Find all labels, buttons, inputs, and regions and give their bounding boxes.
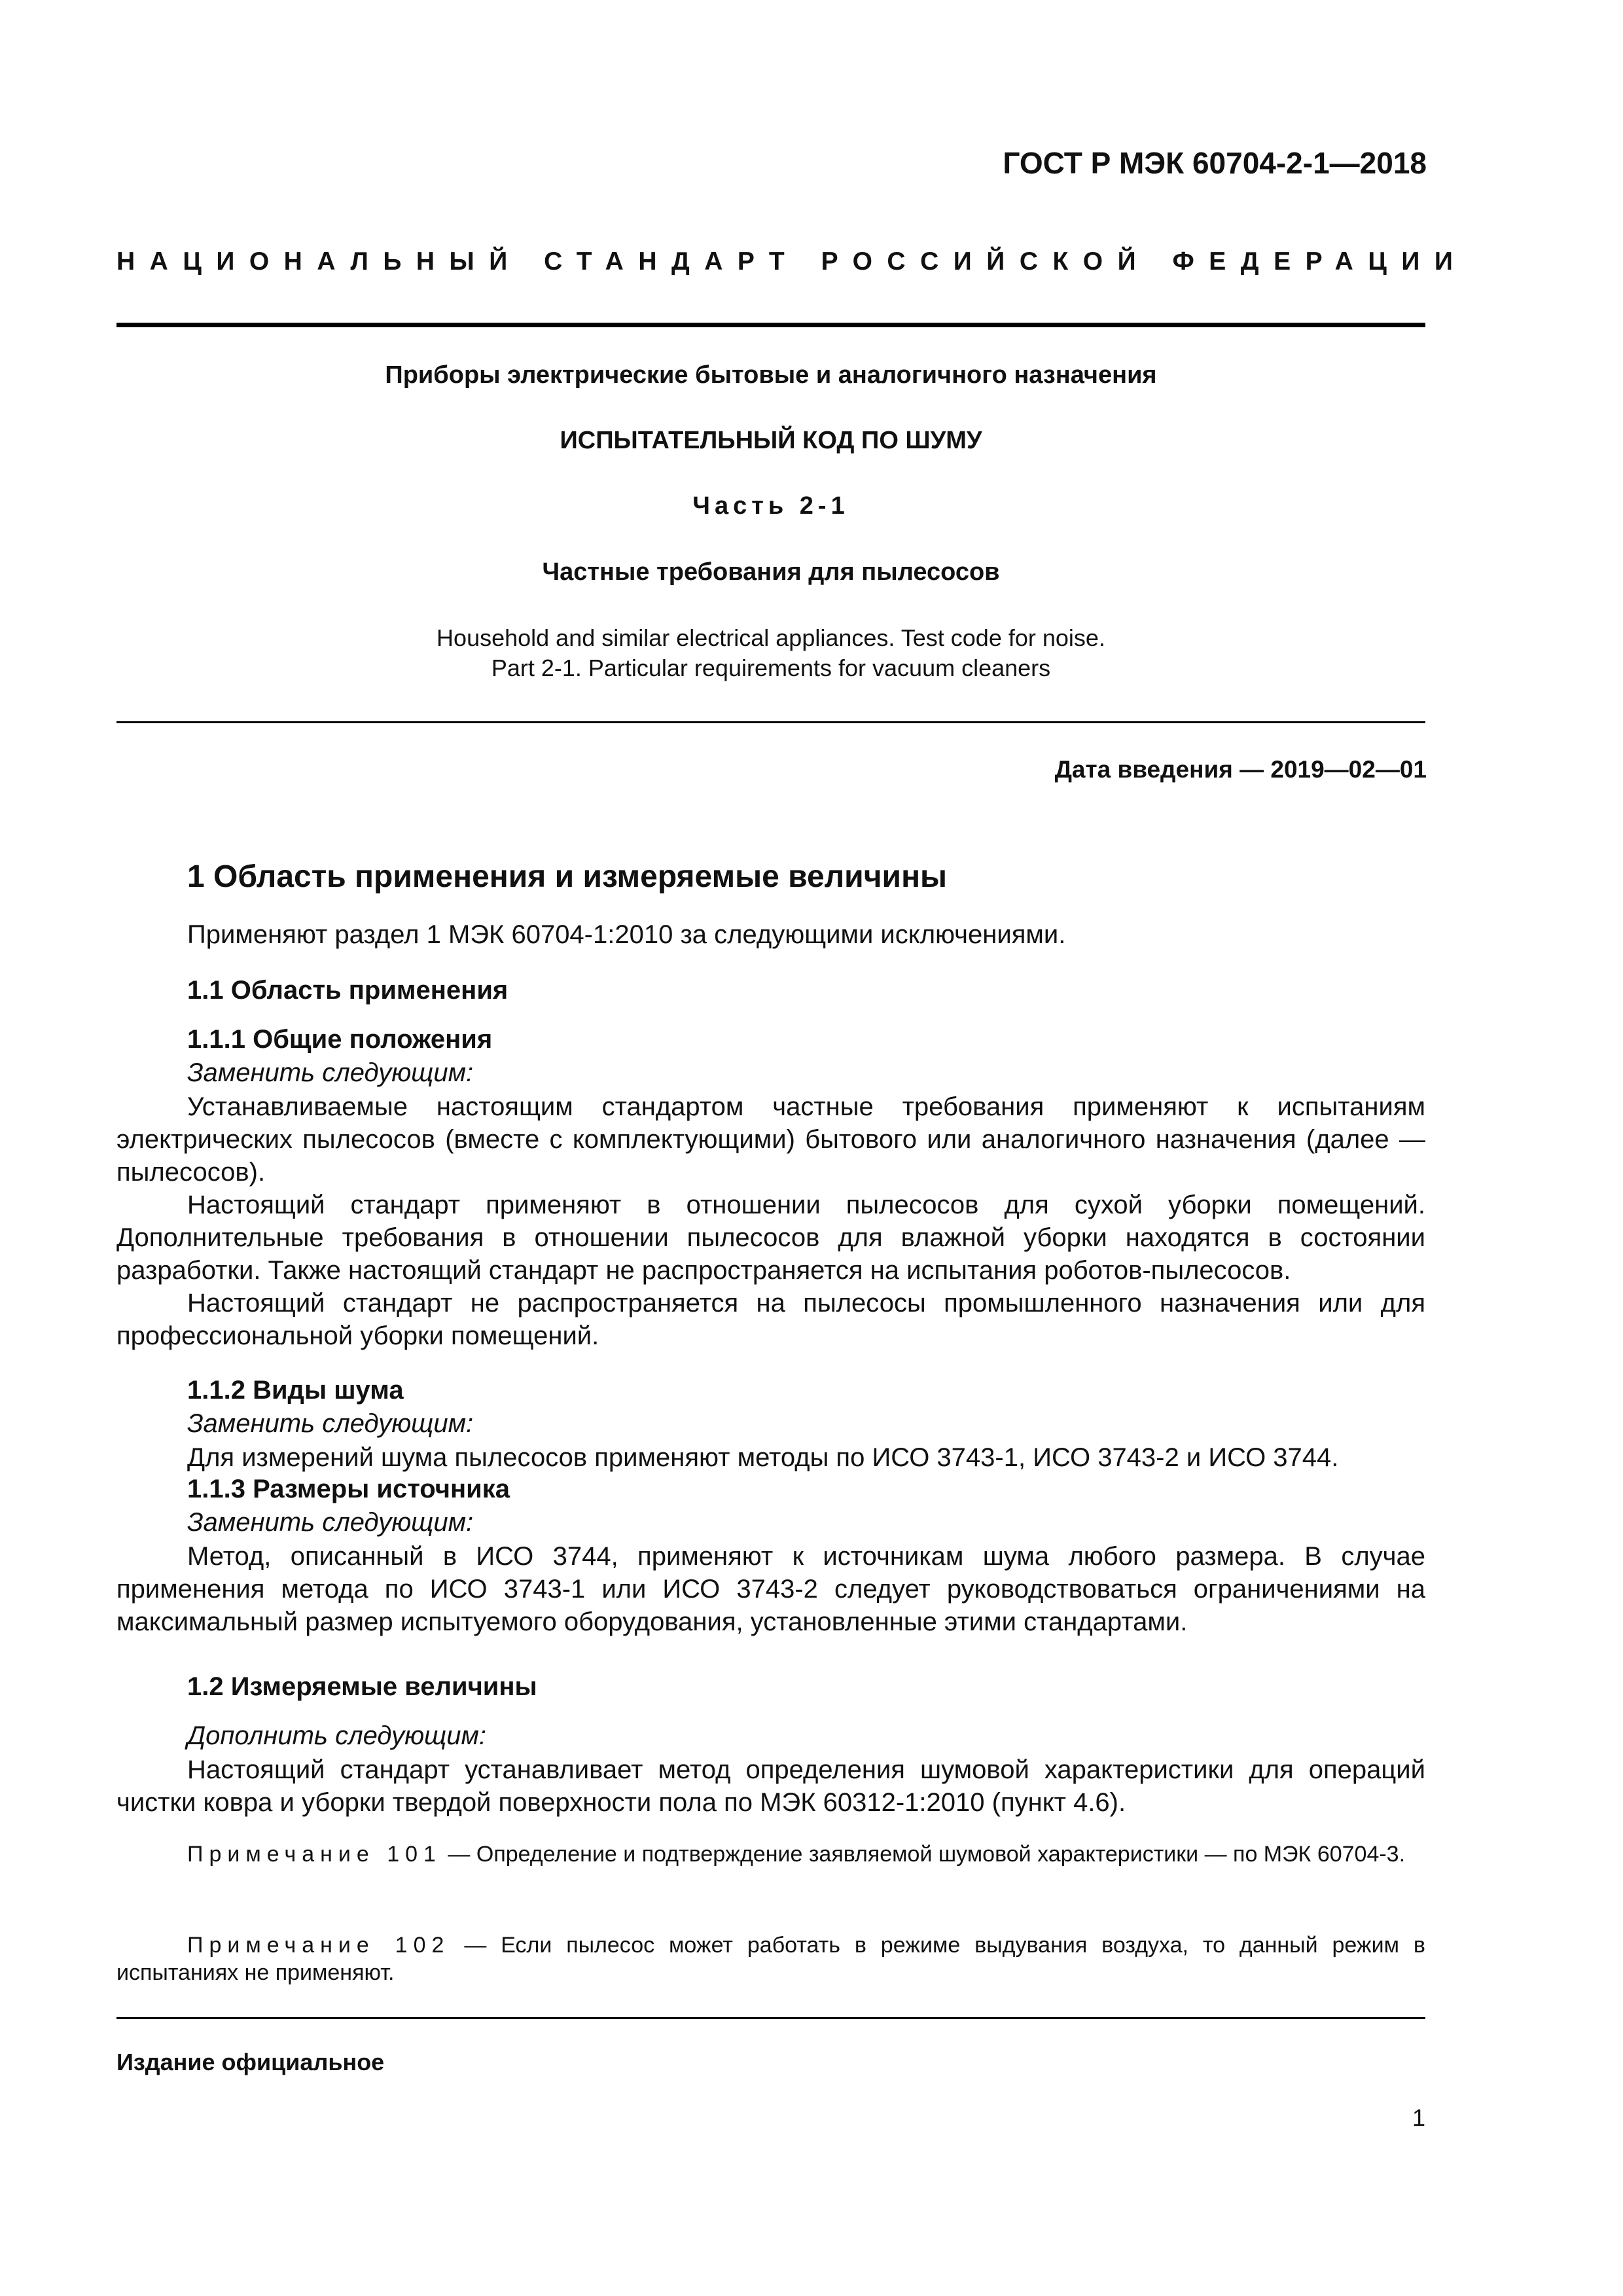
paragraph: Настоящий стандарт применяют в отношении пылесосов для сухой уборки помещений. Дополнительные требования в отношении пылесосов для влажной уборки находятся в состоянии разработки. Также настоящий стандарт не распространяется на испытания роботов-пылесосов. <box>116 1191 1425 1285</box>
section-1-2-heading: 1.2 Измеряемые величины <box>187 1672 537 1701</box>
english-title-1: Household and similar electrical appliances. Test code for noise. <box>437 624 1105 651</box>
title-divider <box>116 721 1425 723</box>
replace-instruction-1: Заменить следующим: <box>187 1058 474 1087</box>
note-label: Примечание 101 <box>187 1842 442 1867</box>
page-number: 1 <box>1412 2104 1425 2131</box>
note-text: — Если пылесос может работать в режиме выдувания воздуха, то данный режим в испытаниях не применяют. <box>116 1933 1425 1985</box>
section-1-1-3-heading: 1.1.3 Размеры источника <box>187 1475 510 1503</box>
introduction-date: Дата введения — 2019—02—01 <box>1054 756 1427 783</box>
note-label: Примечание 102 <box>187 1933 450 1958</box>
supplement-instruction: Дополнить следующим: <box>187 1721 487 1750</box>
title-line-2: ИСПЫТАТЕЛЬНЫЙ КОД ПО ШУМУ <box>560 427 982 454</box>
paragraph: Метод, описанный в ИСО 3744, применяют к источникам шума любого размера. В случае применения метода по ИСО 3743-1 или ИСО 3743-2 следует руководствоваться ограничениями на максимальный размер испытуемого оборудования, установленные этими стандартами. <box>116 1542 1425 1636</box>
note-101 <box>116 1840 1425 1868</box>
title-line-1: Приборы электрические бытовые и аналогичного назначения <box>385 361 1157 389</box>
official-edition: Издание официальное <box>116 2049 385 2075</box>
section-1-intro <box>116 918 1425 951</box>
replace-instruction-2: Заменить следующим: <box>187 1409 474 1438</box>
header-divider <box>116 323 1425 327</box>
section-1-1-2-heading: 1.1.2 Виды шума <box>187 1376 404 1405</box>
section-1-1-1-body <box>116 1090 1425 1352</box>
footer-divider <box>116 2017 1425 2019</box>
note-102 <box>116 1931 1425 1986</box>
intro-paragraph: Применяют раздел 1 МЭК 60704-1:2010 за следующими исключениями. <box>187 920 1066 949</box>
section-1-1-1-heading: 1.1.1 Общие положения <box>187 1025 493 1054</box>
title-line-4: Частные требования для пылесосов <box>542 558 1000 586</box>
section-1-1-2-body <box>116 1441 1425 1474</box>
paragraph: Устанавливаемые настоящим стандартом частные требования применяют к испытаниям электрических пылесосов (вместе с комплектующими) бытового или аналогичного назначения (далее — пылесосов). <box>116 1092 1425 1187</box>
note-text: — Определение и подтверждение заявляемой шумовой характеристики — по МЭК 60704-3. <box>448 1842 1406 1867</box>
standard-number: ГОСТ Р МЭК 60704-2-1—2018 <box>1003 146 1427 180</box>
english-title-2: Part 2-1. Particular requirements for vacuum cleaners <box>491 655 1051 681</box>
national-standard-banner: НАЦИОНАЛЬНЫЙ СТАНДАРТ РОССИЙСКОЙ ФЕДЕРАЦИИ <box>116 247 1468 276</box>
replace-instruction-3: Заменить следующим: <box>187 1508 474 1537</box>
paragraph: Настоящий стандарт не распространяется на пылесосы промышленного назначения или для профессиональной уборки помещений. <box>116 1289 1425 1350</box>
section-1-1-3-body <box>116 1540 1425 1638</box>
section-1-heading: 1 Область применения и измеряемые величины <box>187 859 948 894</box>
paragraph: Для измерений шума пылесосов применяют методы по ИСО 3743-1, ИСО 3743-2 и ИСО 3744. <box>187 1443 1339 1472</box>
title-part: Часть 2-1 <box>692 492 849 520</box>
section-1-2-body <box>116 1753 1425 1819</box>
section-1-1-heading: 1.1 Область применения <box>187 976 508 1005</box>
paragraph: Настоящий стандарт устанавливает метод определения шумовой характеристики для операций чистки ковра и уборки твердой поверхности пола по МЭК 60312-1:2010 (пункт 4.6). <box>116 1755 1425 1817</box>
